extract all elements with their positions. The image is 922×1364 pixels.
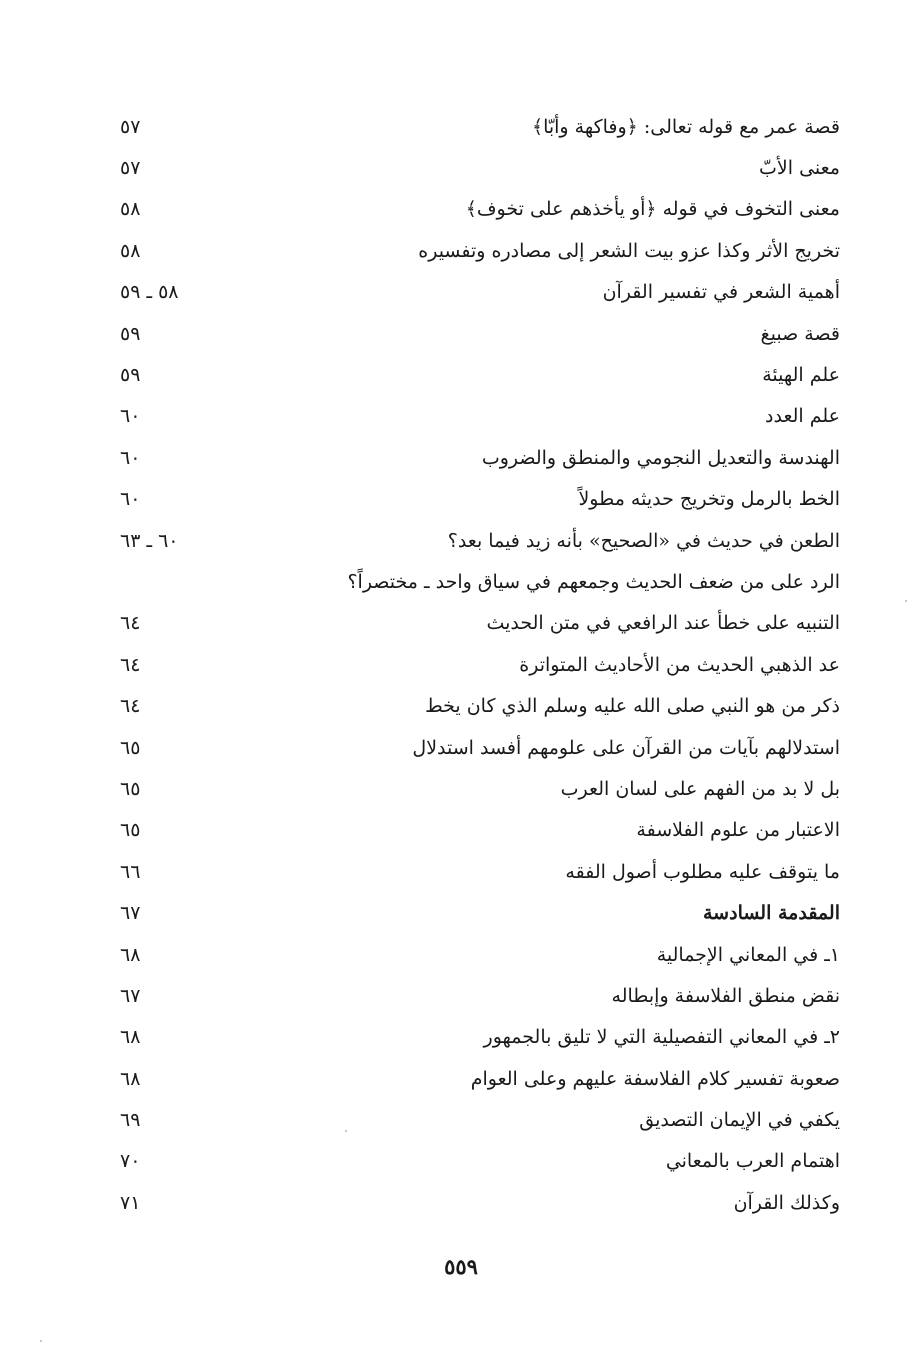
toc-entry-title: أهمية الشعر في تفسير القرآن: [602, 281, 840, 304]
toc-entry: [120, 189, 840, 230]
toc-entry-pages: ٦٨: [120, 943, 141, 966]
toc-entry: [120, 685, 840, 726]
toc-entry-pages: ٦٠ ـ ٦٣: [120, 529, 179, 552]
toc-entry-pages: ٦٩: [120, 1109, 141, 1132]
toc-entry-title: عد الذهبي الحديث من الأحاديث المتواترة: [519, 653, 840, 676]
toc-entry-title: ٢ـ في المعاني التفصيلية التي لا تليق بالجمهور: [483, 1026, 840, 1049]
toc-entry-pages: ٥٨ ـ ٥٩: [120, 281, 179, 304]
toc-entry: [120, 892, 840, 933]
toc-entry-title: قصة عمر مع قوله تعالى: ﴿وفاكهة وأبّا﴾: [531, 115, 840, 138]
toc-entry-title: اهتمام العرب بالمعاني: [665, 1150, 840, 1173]
toc-entry-title: معنى الأبّ: [759, 157, 840, 180]
toc-entry-title: تخريج الأثر وكذا عزو بيت الشعر إلى مصادره وتفسيره: [418, 239, 840, 262]
toc-entry: [120, 1058, 840, 1099]
toc-entry-title: ١ـ في المعاني الإجمالية: [656, 943, 840, 966]
toc-entry-title: ما يتوقف عليه مطلوب أصول الفقه: [565, 860, 840, 883]
toc-entry-pages: ٦٠: [120, 446, 141, 469]
toc-entry: [120, 479, 840, 520]
toc-entry-title: قصة صبيغ: [760, 322, 840, 345]
page-number: ٥٥٩: [444, 1254, 478, 1279]
toc-entry-title: صعوبة تفسير كلام الفلاسفة عليهم وعلى العوام: [470, 1067, 840, 1090]
toc-entry: [120, 313, 840, 354]
toc-entry: [120, 810, 840, 851]
toc-entry-pages: ٦٨: [120, 1067, 141, 1090]
toc-entry-title: الطعن في حديث في «الصحيح» بأنه زيد فيما بعد؟: [447, 529, 840, 552]
toc-entry: [120, 1141, 840, 1182]
toc-entry: [120, 1182, 840, 1223]
toc-entry: [120, 851, 840, 892]
toc-entry-title: التنبيه على خطأ عند الرافعي في متن الحديث: [486, 612, 840, 635]
toc-entry-pages: ٧١: [120, 1191, 141, 1214]
toc-entry-pages: ٥٩: [120, 364, 141, 387]
toc-entry-title: علم الهيئة: [762, 364, 840, 387]
toc-entry-pages: ٦٧: [120, 902, 141, 925]
toc-entry-pages: ٥٨: [120, 239, 141, 262]
toc-entry: [120, 727, 840, 768]
toc-entry-title: الهندسة والتعديل النجومي والمنطق والضروب: [481, 446, 840, 469]
toc-entry-title: نقض منطق الفلاسفة وإبطاله: [611, 984, 840, 1007]
toc-entry: [120, 975, 840, 1016]
toc-entry-pages: ٦٤: [120, 612, 141, 635]
toc-entry-title: الرد على من ضعف الحديث وجمعهم في سياق واحد ـ مختصراً؟: [347, 570, 840, 593]
toc-entry-title: ذكر من هو النبي صلى الله عليه وسلم الذي كان يخط: [425, 695, 840, 718]
toc-entry-pages: ٦٥: [120, 736, 141, 759]
toc-entry-title: يكفي في الإيمان التصديق: [639, 1109, 840, 1132]
table-of-contents: [120, 106, 840, 1224]
toc-entry: [120, 768, 840, 809]
toc-entry: [120, 437, 840, 478]
toc-entry: [120, 147, 840, 188]
toc-entry: [120, 272, 840, 313]
toc-entry-title: علم العدد: [765, 405, 840, 428]
toc-entry-pages: ٦٤: [120, 653, 141, 676]
toc-entry: [120, 106, 840, 147]
scan-speck: [345, 1130, 347, 1132]
toc-entry-pages: ٦٨: [120, 1026, 141, 1049]
toc-entry-title: الاعتبار من علوم الفلاسفة: [636, 819, 840, 842]
scan-speck: [40, 1340, 42, 1342]
toc-entry-title: الخط بالرمل وتخريج حديثه مطولاً: [578, 488, 840, 511]
toc-entry-title: بل لا بد من الفهم على لسان العرب: [560, 777, 840, 800]
toc-entry: [120, 396, 840, 437]
toc-entry: [120, 520, 840, 561]
toc-entry-pages: ٥٩: [120, 322, 141, 345]
toc-entry-pages: ٦٧: [120, 984, 141, 1007]
toc-entry: [120, 644, 840, 685]
toc-entry-title: معنى التخوف في قوله ﴿أو يأخذهم على تخوف﴾: [465, 198, 840, 221]
toc-entry-title: وكذلك القرآن: [733, 1191, 840, 1214]
toc-entry: [120, 1099, 840, 1140]
toc-entry-title: المقدمة السادسة: [703, 902, 840, 925]
toc-entry: [120, 1017, 840, 1058]
toc-entry-pages: ٦٠: [120, 405, 141, 428]
toc-entry-pages: ٦٥: [120, 777, 141, 800]
toc-entry-pages: ٥٨: [120, 198, 141, 221]
toc-entry: [120, 603, 840, 644]
toc-entry: [120, 561, 840, 602]
toc-entry-pages: ٦٥: [120, 819, 141, 842]
toc-entry-pages: ٥٧: [120, 157, 141, 180]
toc-entry-pages: ٦٤: [120, 695, 141, 718]
toc-entry: [120, 354, 840, 395]
toc-entry-title: استدلالهم بآيات من القرآن على علومهم أفسد استدلال: [412, 736, 840, 759]
toc-entry: [120, 934, 840, 975]
toc-entry-pages: ٥٧: [120, 115, 141, 138]
toc-entry-pages: ٧٠: [120, 1150, 141, 1173]
toc-entry-pages: ٦٦: [120, 860, 141, 883]
toc-entry-pages: ٦٠: [120, 488, 141, 511]
toc-entry: [120, 230, 840, 271]
scan-speck: [905, 600, 907, 602]
